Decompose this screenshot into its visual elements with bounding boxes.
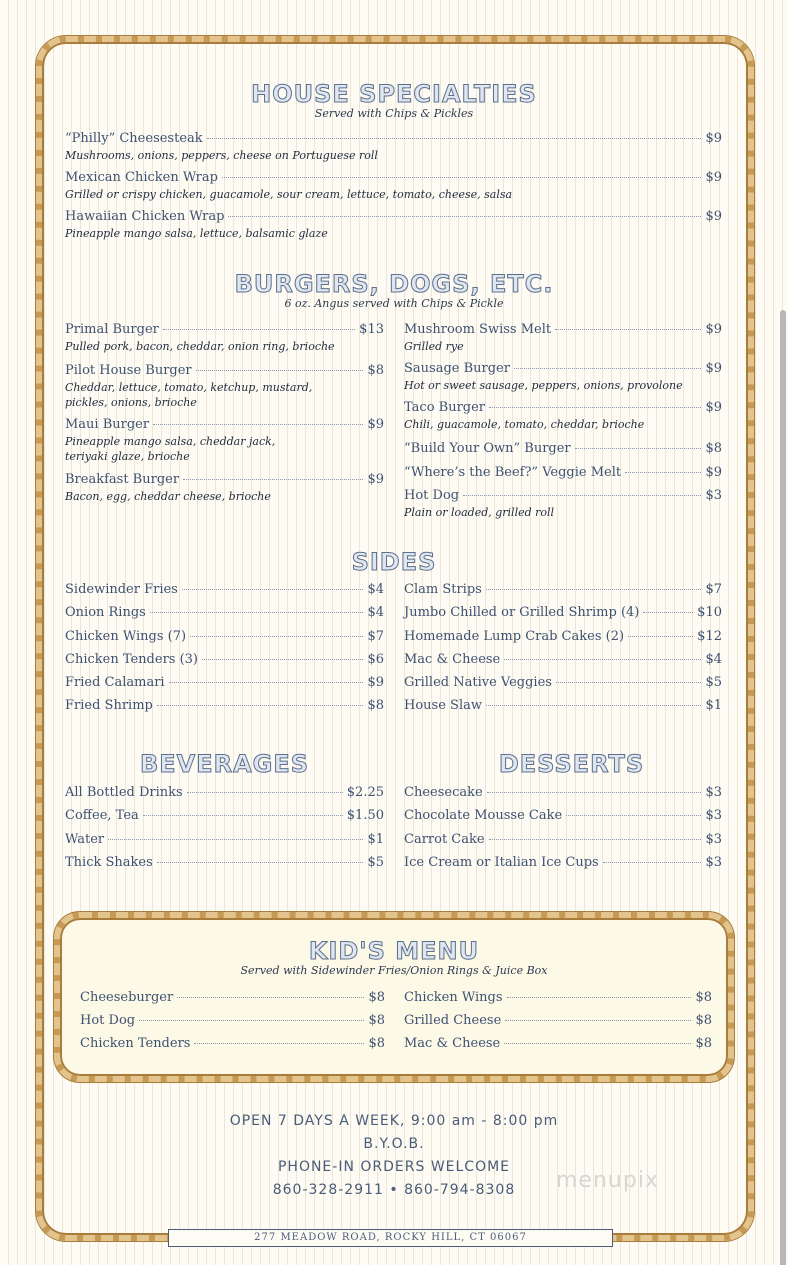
menu-item: Primal Burger $13 Pulled pork, bacon, cheddar, onion ring, brioche: [65, 322, 384, 353]
phone-numbers: 860-328-2911 • 860-794-8308: [272, 1182, 516, 1198]
menu-item: Fried Shrimp $8: [65, 698, 384, 713]
menu-item: Jumbo Chilled or Grilled Shrimp (4) $10: [404, 605, 722, 620]
scrollbar[interactable]: [780, 310, 786, 1265]
menu-item: “Build Your Own” Burger $8: [404, 441, 722, 456]
menu-item: Breakfast Burger $9 Bacon, egg, cheddar cheese, brioche: [65, 472, 384, 503]
byob-text: B.Y.O.B.: [363, 1136, 425, 1152]
menu-item: “Philly” Cheesesteak $9 Mushrooms, onions, peppers, cheese on Portuguese roll: [65, 131, 722, 162]
menu-item: Coffee, Tea $1.50: [65, 808, 384, 823]
menu-item: Chicken Wings (7) $7: [65, 629, 384, 644]
menu-item: Carrot Cake $3: [404, 832, 722, 847]
menu-item: Pilot House Burger $8 Cheddar, lettuce, tomato, ketchup, mustard, pickles, onions, brioche: [65, 363, 384, 409]
kids-menu-title: KID'S MENU: [308, 937, 480, 965]
menu-item: Onion Rings $4: [65, 605, 384, 620]
house-specialties-subtitle: Served with Chips & Pickles: [314, 107, 474, 120]
menu-item: Thick Shakes $5: [65, 855, 384, 870]
menu-item: Chicken Wings $8: [404, 990, 712, 1005]
menu-item: Mac & Cheese $4: [404, 652, 722, 667]
menu-item: House Slaw $1: [404, 698, 722, 713]
desserts-title: DESSERTS: [498, 750, 645, 778]
menu-item: Cheeseburger $8: [80, 990, 385, 1005]
burgers-subtitle: 6 oz. Angus served with Chips & Pickle: [284, 297, 504, 310]
menu-item: Hot Dog $8: [80, 1013, 385, 1028]
menupix-watermark: menupix: [556, 1168, 659, 1193]
kids-menu-subtitle: Served with Sidewinder Fries/Onion Rings & Juice Box: [240, 964, 548, 977]
menu-item: Grilled Cheese $8: [404, 1013, 712, 1028]
menu-item: Clam Strips $7: [404, 582, 722, 597]
menu-item: Mexican Chicken Wrap $9 Grilled or crispy chicken, guacamole, sour cream, lettuce, tomato, cheese, salsa: [65, 170, 722, 201]
menu-item: Homemade Lump Crab Cakes (2) $12: [404, 629, 722, 644]
menu-item: Chicken Tenders $8: [80, 1036, 385, 1051]
menu-item: Water $1: [65, 832, 384, 847]
menu-item: Sidewinder Fries $4: [65, 582, 384, 597]
menu-item: Ice Cream or Italian Ice Cups $3: [404, 855, 722, 870]
sides-title: SIDES: [351, 548, 437, 576]
menu-item: All Bottled Drinks $2.25: [65, 785, 384, 800]
hours-text: OPEN 7 DAYS A WEEK, 9:00 am - 8:00 pm: [229, 1113, 559, 1129]
menu-item: Fried Calamari $9: [65, 675, 384, 690]
menu-item: Chicken Tenders (3) $6: [65, 652, 384, 667]
menu-item: Hot Dog $3 Plain or loaded, grilled roll: [404, 488, 722, 519]
menu-item: Sausage Burger $9 Hot or sweet sausage, peppers, onions, provolone: [404, 361, 722, 392]
menu-item: Cheesecake $3: [404, 785, 722, 800]
house-specialties-title: HOUSE SPECIALTIES: [251, 80, 537, 108]
menu-item: Grilled Native Veggies $5: [404, 675, 722, 690]
menu-item: Hawaiian Chicken Wrap $9 Pineapple mango salsa, lettuce, balsamic glaze: [65, 209, 722, 240]
menu-item: Maui Burger $9 Pineapple mango salsa, cheddar jack, teriyaki glaze, brioche: [65, 417, 384, 463]
address-banner: 277 MEADOW ROAD, ROCKY HILL, CT 06067: [168, 1229, 613, 1247]
menu-item: Chocolate Mousse Cake $3: [404, 808, 722, 823]
burgers-title: BURGERS, DOGS, ETC.: [234, 270, 554, 298]
beverages-title: BEVERAGES: [139, 750, 310, 778]
phone-orders-text: PHONE-IN ORDERS WELCOME: [277, 1159, 511, 1175]
menu-item: “Where’s the Beef?” Veggie Melt $9: [404, 465, 722, 480]
menu-item: Taco Burger $9 Chili, guacamole, tomato, cheddar, brioche: [404, 400, 722, 431]
menu-item: Mac & Cheese $8: [404, 1036, 712, 1051]
menu-item: Mushroom Swiss Melt $9 Grilled rye: [404, 322, 722, 353]
